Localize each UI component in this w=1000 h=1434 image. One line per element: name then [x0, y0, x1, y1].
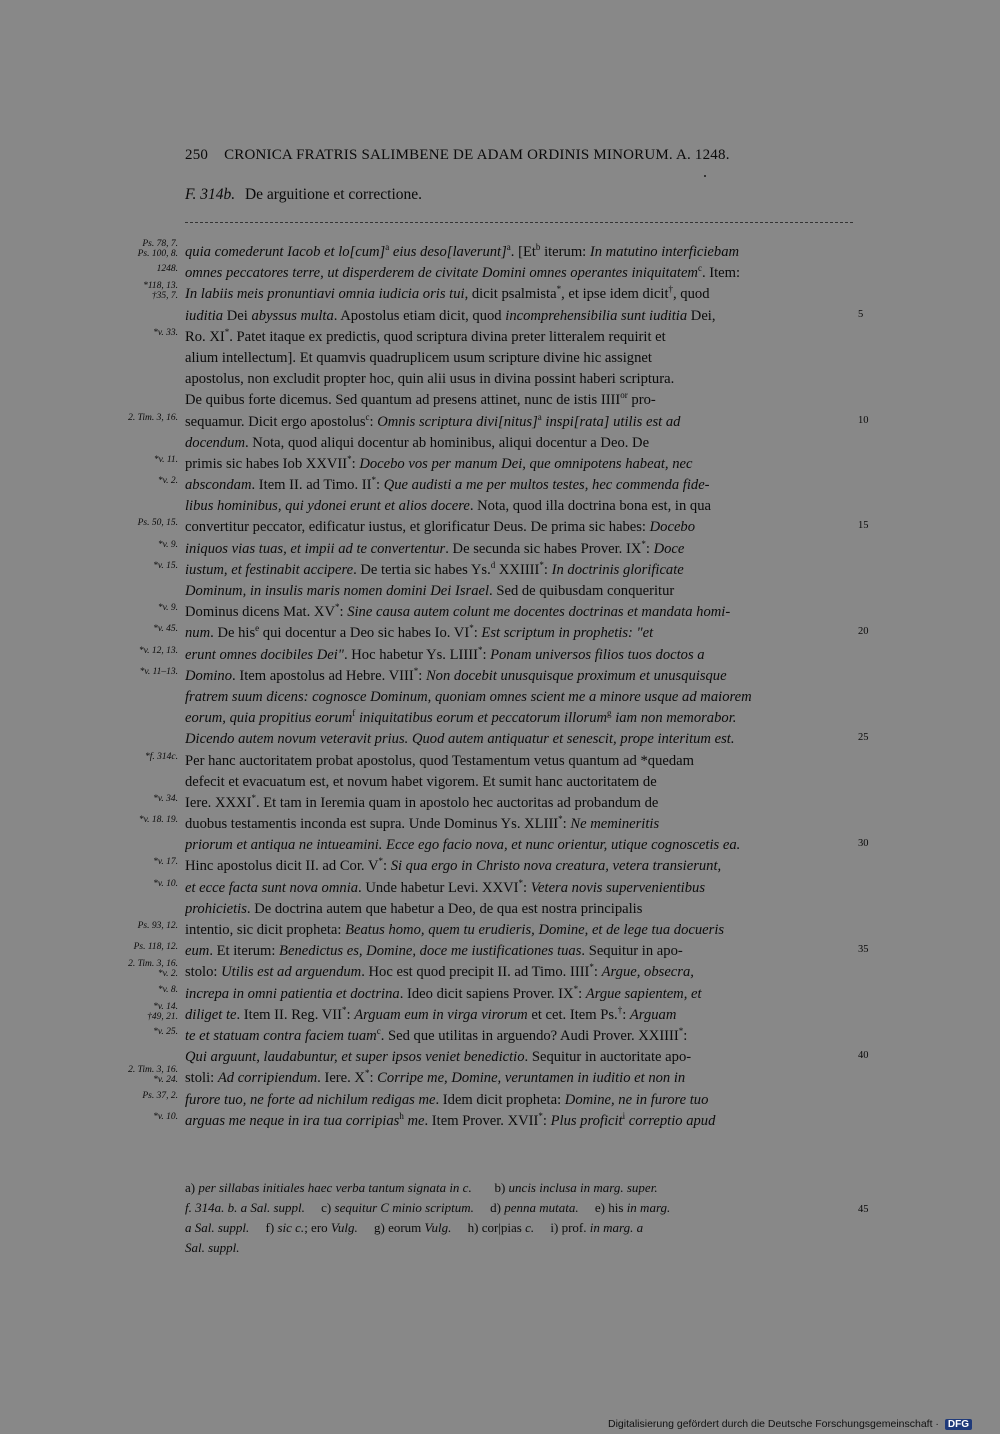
line-text: Ro. XI*. Patet itaque ex predictis, quod scriptura divina preter litteralem requirit et — [185, 326, 666, 345]
marginal-reference: *v. 2. — [157, 476, 178, 487]
line-text: fratrem suum dicens: cognosce Dominum, quoniam omnes scient me a minore usque ad maiorem — [185, 688, 752, 705]
marginal-reference: Ps. 37, 2. — [142, 1090, 178, 1101]
text-line — [0, 369, 1000, 390]
text-line — [0, 856, 1000, 877]
marginal-reference: Ps. 118, 12. — [133, 942, 178, 953]
line-text: eorum, quia propitius eorum$^f$ iniquitatibus eorum et peccatorum illorum$^g$ iam non memorabor. — [185, 708, 737, 727]
text-line — [0, 496, 1000, 517]
line-text: stolo: Utilis est ad arguendum. Hoc est quod precipit II. ad Timo. IIII*: Argue, obsecra, — [185, 962, 694, 981]
marginal-reference: 2. Tim. 3, 16. *v. 2. — [128, 959, 178, 980]
line-number: 40 — [858, 1050, 869, 1062]
marginal-reference: *v. 11. — [153, 454, 178, 465]
line-text: iuditia Dei abyssus multa. Apostolus etiam dicit, quod incomprehensibilia sunt iuditia Dei, — [185, 307, 716, 324]
text-line — [0, 306, 1000, 327]
line-text: De quibus forte dicemus. Sed quantum ad presens attinet, nunc de istis $IIII^{or}$ pro- — [185, 390, 656, 409]
section-heading — [185, 186, 422, 204]
text-line — [0, 327, 1000, 348]
text-line — [0, 1065, 1000, 1089]
line-text: primis sic habes Iob XXVII*: Docebo vos per manum Dei, que omnipotens habeat, nec — [185, 454, 693, 472]
line-text: arguas me neque in ira tua corripias$^h$ me. Item Prover. XVII*: Plus proficit$^i$ correptio apud — [185, 1110, 716, 1129]
marginal-reference: *v. 17. — [153, 857, 178, 868]
marginal-reference: *v. 8. — [157, 984, 178, 995]
marginal-reference: *v. 9. — [157, 539, 178, 550]
text-line — [0, 1111, 1000, 1132]
marginal-reference: *v. 11–13. — [139, 666, 178, 677]
text-line — [0, 581, 1000, 602]
marginal-reference: *f. 314c. — [145, 751, 178, 762]
line-number: 10 — [858, 414, 869, 426]
text-line — [0, 814, 1000, 835]
line-text: convertitur peccator, edificatur iustus, et glorificatur Deus. De prima sic habes: Docebo — [185, 519, 696, 536]
line-number: 25 — [858, 732, 869, 744]
line-text: iniquos vias tuas, et impii ad te convertentur. De secunda sic habes Prover. IX*: Doce — [185, 538, 685, 557]
text-line — [0, 390, 1000, 411]
text-line — [0, 687, 1000, 708]
text-line — [0, 1026, 1000, 1047]
line-text: Dominus dicens Mat. XV*: Sine causa autem colunt me docentes doctrinas et mandata homi- — [185, 602, 731, 621]
marginal-reference: *v. 10. — [153, 1111, 178, 1122]
line-number: 45 — [858, 1204, 869, 1215]
line-text: quia comederunt Iacob et lo[cum]$^a$ eius deso[laverunt]$^a$. [Et$^b$ iterum: In matutino interficiebam — [185, 242, 740, 260]
line-text: Hinc apostolus dicit II. ad Cor. V*: Si qua ergo in Christo nova creatura, vetera transierunt, — [185, 856, 722, 875]
marginal-reference: Ps. 50, 15. — [137, 518, 178, 529]
text-line — [0, 239, 1000, 263]
marginal-reference: Ps. 93, 12. — [137, 921, 178, 931]
line-text: furore tuo, ne forte ad nichilum redigas me. Idem dicit propheta: Domine, ne in furore tuo — [185, 1091, 709, 1108]
marginal-reference: *v. 18. 19. — [138, 815, 178, 826]
marginal-reference: *118, 13. †35, 7. — [143, 281, 178, 302]
text-line — [0, 1001, 1000, 1026]
section-title: De arguitione et correctione. — [244, 186, 423, 203]
line-text: intentio, sic dicit propheta: Beatus homo, quem tu erudieris, Domine, et de lege tua docueris — [185, 922, 725, 938]
running-title: CRONICA FRATRIS SALIMBENE DE ADAM ORDINIS MINORUM. A. 1248. — [224, 147, 730, 163]
text-line — [0, 729, 1000, 750]
marginal-reference: *v. 15. — [153, 560, 178, 571]
text-line — [0, 281, 1000, 305]
text-line — [0, 1090, 1000, 1111]
line-text: Qui arguunt, laudabuntur, et super ipsos veniet benedictio. Sequitur in auctoritate apo- — [185, 1049, 692, 1066]
line-text: abscondam. Item II. ad Timo. II*: Que audisti a me per multos testes, hec commenda fide- — [185, 475, 710, 494]
header-rule — [185, 222, 853, 223]
text-line — [0, 560, 1000, 581]
marginal-reference: *v. 33. — [153, 327, 178, 338]
footnote-line — [185, 1178, 851, 1198]
line-text: defecit et evacuatum est, et novum habet vigorem. Et sumit hanc auctoritatem de — [185, 773, 657, 790]
text-line — [0, 412, 1000, 433]
text-line — [0, 708, 1000, 729]
line-text: num. De his$^e$ qui docentur a Deo sic habes Io. VI*: Est scriptum in prophetis: "et — [185, 623, 654, 642]
main-text — [0, 239, 1000, 1132]
text-line — [0, 623, 1000, 644]
line-text: sequamur. Dicit ergo apostolus$^c$: Omnis scriptura divi[nitus]$^a$ inspi[rata] utilis est ad — [185, 411, 681, 430]
line-number: 15 — [858, 520, 869, 532]
dfg-logo: DFG — [945, 1419, 972, 1430]
text-line — [0, 878, 1000, 899]
marginal-reference: *v. 9. — [157, 603, 178, 614]
footer-text: Digitalisierung gefördert durch die Deutsche Forschungsgemeinschaft — [608, 1418, 933, 1430]
text-line — [0, 433, 1000, 454]
line-text: docendum. Nota, quod aliqui docentur ab hominibus, aliqui docentur a Deo. De — [185, 434, 650, 451]
line-text: Domino. Item apostolus ad Hebre. VIII*: Non docebit unusquisque proximum et unusquisque — [185, 665, 727, 684]
footnote-text: a) per sillabas initiales haec verba tantum signata in c. b) uncis inclusa in marg. super. — [185, 1180, 658, 1195]
text-line — [0, 959, 1000, 983]
marginal-reference: *v. 14. †49, 21. — [147, 1001, 178, 1022]
running-header — [185, 147, 845, 164]
line-text: In labiis meis pronuntiavi omnia iudicia oris tui, dicit psalmista*, et ipse idem dicit†, quod — [185, 284, 710, 303]
line-number: 5 — [858, 308, 864, 320]
line-text: prohicietis. De doctrina autem que habetur a Deo, de qua est nostra principalis — [185, 900, 643, 917]
text-line — [0, 835, 1000, 856]
text-line — [0, 793, 1000, 814]
line-text: alium intellectum]. Et quamvis quadruplicem usum scripture divine hic assignet — [185, 349, 652, 366]
text-line — [0, 602, 1000, 623]
line-text: diliget te. Item II. Reg. VII*: Arguam eum in virga virorum et cet. Item Ps.†: Arguam — [185, 1004, 677, 1023]
line-text: omnes peccatores terre, ut disperderem de civitate Domini omnes operantes iniquitatem$^c$. Item: — [185, 263, 741, 282]
marginal-reference: *v. 12, 13. — [138, 645, 178, 656]
line-text: te et statuam contra faciem tuam$^c$. Sed que utilitas in arguendo? Audi Prover. XXIIII*: — [185, 1026, 688, 1044]
line-text: et ecce facta sunt nova omnia. Unde habetur Levi. XXVI*: Vetera novis supervenientibus — [185, 877, 706, 896]
footnote-text: Sal. suppl. — [185, 1240, 240, 1255]
marginal-reference: 1248. — [156, 264, 178, 275]
footnote-line — [185, 1238, 851, 1258]
footnote-line — [185, 1218, 851, 1238]
line-number: 20 — [858, 626, 869, 638]
marginal-reference: Ps. 78, 7. Ps. 100, 8. — [137, 239, 178, 259]
line-text: iustum, et festinabit accipere. De tertia sic habes Ys.$^d$ XXIIII*: In doctrinis glorificate — [185, 559, 684, 578]
line-text: Dicendo autem novum veteravit prius. Quod autem antiquatur et senescit, prope interitum est. — [185, 731, 735, 748]
line-text: Iere. XXXI*. Et tam in Ieremia quam in apostolo hec auctoritas ad probandum de — [185, 793, 659, 811]
scan-speck — [704, 175, 706, 177]
line-number: 30 — [858, 838, 869, 850]
marginal-reference: *v. 45. — [153, 624, 178, 635]
text-line — [0, 475, 1000, 496]
text-line — [0, 920, 1000, 941]
footnote-text: f. 314a. b. a Sal. suppl. c) sequitur C minio scriptum. d) penna mutata. e) his in marg. — [185, 1200, 671, 1215]
text-line — [0, 899, 1000, 920]
text-line — [0, 666, 1000, 687]
marginal-reference: *v. 25. — [153, 1026, 178, 1037]
text-line — [0, 539, 1000, 560]
line-text: increpa in omni patientia et doctrina. Ideo dicit sapiens Prover. IX*: Argue sapientem, et — [185, 983, 702, 1002]
footnotes — [185, 1178, 869, 1258]
footer-credit: Digitalisierung gefördert durch die Deutsche Forschungsgemeinschaft · DFG — [608, 1418, 972, 1430]
footnote-line — [185, 1198, 869, 1218]
line-number: 35 — [858, 944, 869, 956]
marginal-reference: *v. 34. — [153, 793, 178, 804]
line-text: priorum et antiqua ne intueamini. Ecce ego facio nova, et nunc orientur, utique cognoscetis ea. — [185, 837, 741, 854]
line-text: stoli: Ad corripiendum. Iere. X*: Corripe me, Domine, veruntamen in iuditio et non in — [185, 1068, 686, 1087]
line-text: eum. Et iterum: Benedictus es, Domine, doce me iustificationes tuas. Sequitur in apo- — [185, 943, 683, 960]
text-line — [0, 454, 1000, 475]
line-text: duobus testamentis inconda est supra. Unde Dominus Ys. XLIII*: Ne memineritis — [185, 814, 660, 833]
line-text: erunt omnes docibiles Dei". Hoc habetur Ys. LIIII*: Ponam universos filios tuos doctos a — [185, 644, 705, 663]
text-line — [0, 517, 1000, 538]
text-line — [0, 348, 1000, 369]
line-text: apostolus, non excludit propter hoc, quin alii usus in divina possint haberi scriptura. — [185, 371, 675, 388]
folio-reference: F. 314b. — [185, 186, 236, 203]
marginal-reference: *v. 10. — [153, 878, 178, 889]
line-text: Dominum, in insulis maris nomen domini Dei Israel. Sed de quibusdam conqueritur — [185, 583, 675, 599]
footnote-text: a Sal. suppl. f) sic c.; ero Vulg. g) eorum Vulg. h) cor|pias c. i) prof. in marg. a — [185, 1220, 644, 1235]
line-text: Per hanc auctoritatem probat apostolus, quod Testamentum vetus quantum ad *quedam — [185, 752, 694, 769]
marginal-reference: 2. Tim. 3, 16. *v. 24. — [128, 1065, 178, 1086]
marginal-reference: 2. Tim. 3, 16. — [128, 412, 178, 423]
text-line — [0, 645, 1000, 666]
page-number: 250 — [185, 147, 209, 163]
text-line — [0, 751, 1000, 772]
text-line — [0, 772, 1000, 793]
line-text: libus hominibus, qui ydonei erunt et alios docere. Nota, quod illa doctrina bona est, in qua — [185, 498, 711, 515]
